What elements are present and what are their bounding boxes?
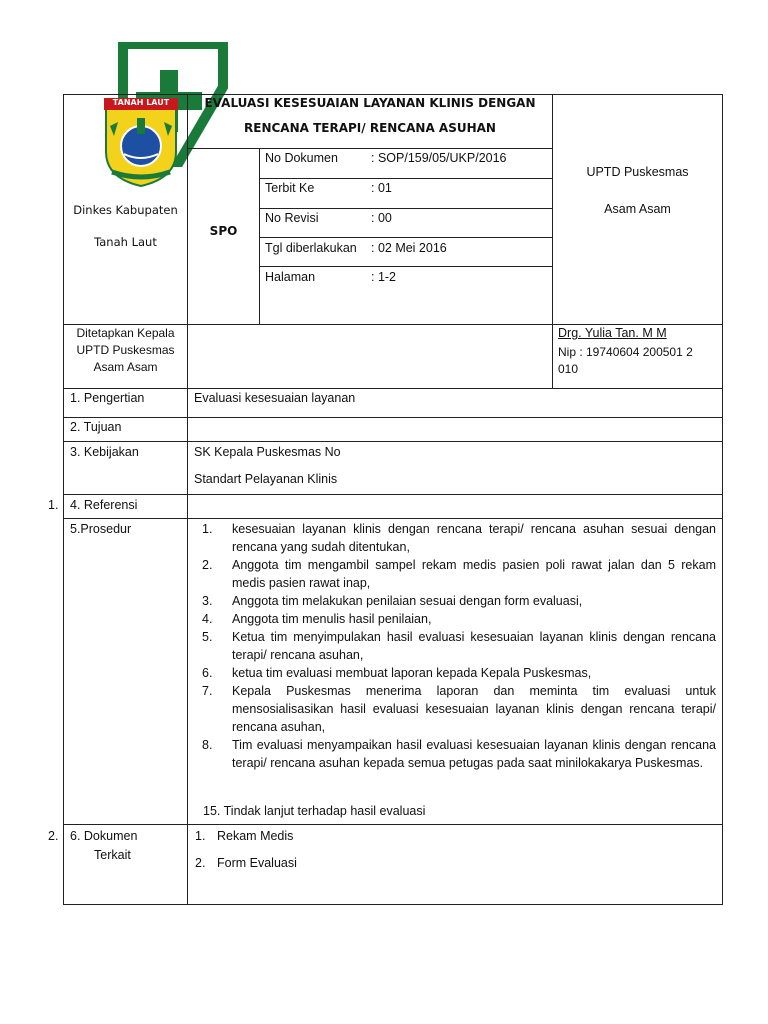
step-text: Tim evaluasi menyampaikan hasil evaluasi kesesuaian layanan klinis dengan rencana terapi/ rencana asuhan kepada semua petugas pada saat minilokakarya Puskesmas. (232, 738, 716, 770)
step-number: 2. (202, 558, 213, 572)
list-item (200, 592, 716, 610)
dokumen-item-number: 2. (195, 856, 206, 870)
approval-label-line2: UPTD Puskesmas (76, 343, 175, 357)
step-number: 4. (202, 612, 213, 626)
approval-label-line1: Ditetapkan Kepala (76, 326, 175, 340)
meta-label: Halaman (265, 270, 316, 284)
section-label-kebijakan: 3. Kebijakan (70, 445, 139, 459)
logo-title: TANAH LAUT (112, 98, 170, 107)
section-label-prosedur: 5.Prosedur (70, 522, 132, 536)
prosedur-steps (200, 520, 716, 772)
list-item (200, 610, 716, 628)
meta-label: Tgl diberlakukan (265, 241, 357, 255)
section-label-tujuan: 2. Tujuan (70, 420, 122, 434)
meta-value: : 01 (371, 181, 392, 195)
section-label-dokumen: 6. Dokumen (70, 829, 138, 843)
step-text: Anggota tim melakukan penilaian sesuai dengan form evaluasi, (232, 594, 583, 608)
meta-value: : 1-2 (371, 270, 397, 284)
list-item (200, 664, 716, 682)
tanah-laut-logo (100, 96, 182, 188)
meta-label: No Dokumen (265, 151, 338, 165)
list-item (200, 682, 716, 736)
section-label-referensi: 4. Referensi (70, 498, 138, 512)
document-title-line1: EVALUASI KESESUAIAN LAYANAN KLINIS DENGAN (204, 96, 536, 110)
signer-name: Drg. Yulia Tan. M M (558, 326, 667, 340)
org-name-line2: Tanah Laut (94, 235, 157, 249)
step-number: 8. (202, 738, 213, 752)
step-text: Ketua tim menyimpulakan hasil evaluasi kesesuaian layanan klinis dengan rencana terapi/ rencana asuhan, (232, 630, 716, 662)
meta-value: : 02 Mei 2016 (371, 241, 447, 255)
section-content-pengertian: Evaluasi kesesuaian layanan (194, 391, 356, 405)
outer-list-number: 1. (48, 498, 59, 512)
step-number: 7. (202, 684, 213, 698)
unit-name-line1: UPTD Puskesmas (586, 165, 689, 179)
kebijakan-line1: SK Kepala Puskesmas No (194, 445, 341, 459)
dokumen-item-text: Rekam Medis (217, 829, 294, 843)
step-text: Anggota tim menulis hasil penilaian, (232, 612, 432, 626)
step-number: 5. (202, 630, 213, 644)
step-number: 6. (202, 666, 213, 680)
step-number: 3. (202, 594, 213, 608)
step-number: 1. (202, 522, 213, 536)
document-title-line2: RENCANA TERAPI/ RENCANA ASUHAN (244, 121, 496, 135)
step-text: ketua tim evaluasi membuat laporan kepada Kepala Puskesmas, (232, 666, 592, 680)
list-item (200, 736, 716, 772)
dokumen-item-text: Form Evaluasi (217, 856, 297, 870)
dokumen-item-number: 1. (195, 829, 206, 843)
approval-label-line3: Asam Asam (93, 360, 158, 374)
step-text: Kepala Puskesmas menerima laporan dan meminta tim evaluasi untuk mensosialisasikan hasil evaluasi kesesuaian layanan klinis dengan rencana terapi/ rencana asuhan, (232, 684, 716, 734)
unit-name-line2: Asam Asam (604, 202, 671, 216)
section-label-pengertian: 1. Pengertian (70, 391, 145, 405)
step-text: kesesuaian layanan klinis dengan rencana terapi/ rencana asuhan sesuai dengan rencana yang sudah ditentukan, (232, 522, 716, 554)
list-item (200, 628, 716, 664)
section-label-dokumen-line2: Terkait (94, 848, 131, 862)
meta-label: No Revisi (265, 211, 319, 225)
step-text: Anggota tim mengambil sampel rekam medis pasien poli rawat jalan dan 5 rekam medis pasien rawat inap, (232, 558, 716, 590)
signer-nip-line2: 010 (558, 362, 579, 376)
outer-list-number: 2. (48, 829, 59, 843)
meta-value: : 00 (371, 211, 392, 225)
list-item (200, 520, 716, 556)
meta-label: Terbit Ke (265, 181, 315, 195)
prosedur-extra-step: 15. Tindak lanjut terhadap hasil evaluasi (203, 804, 426, 818)
spo-label: SPO (209, 224, 238, 238)
list-item (200, 556, 716, 592)
kebijakan-line2: Standart Pelayanan Klinis (194, 472, 338, 486)
org-name-line1: Dinkes Kabupaten (73, 203, 178, 217)
meta-value: : SOP/159/05/UKP/2016 (371, 151, 507, 165)
signer-nip-line1: Nip : 19740604 200501 2 (558, 345, 693, 359)
